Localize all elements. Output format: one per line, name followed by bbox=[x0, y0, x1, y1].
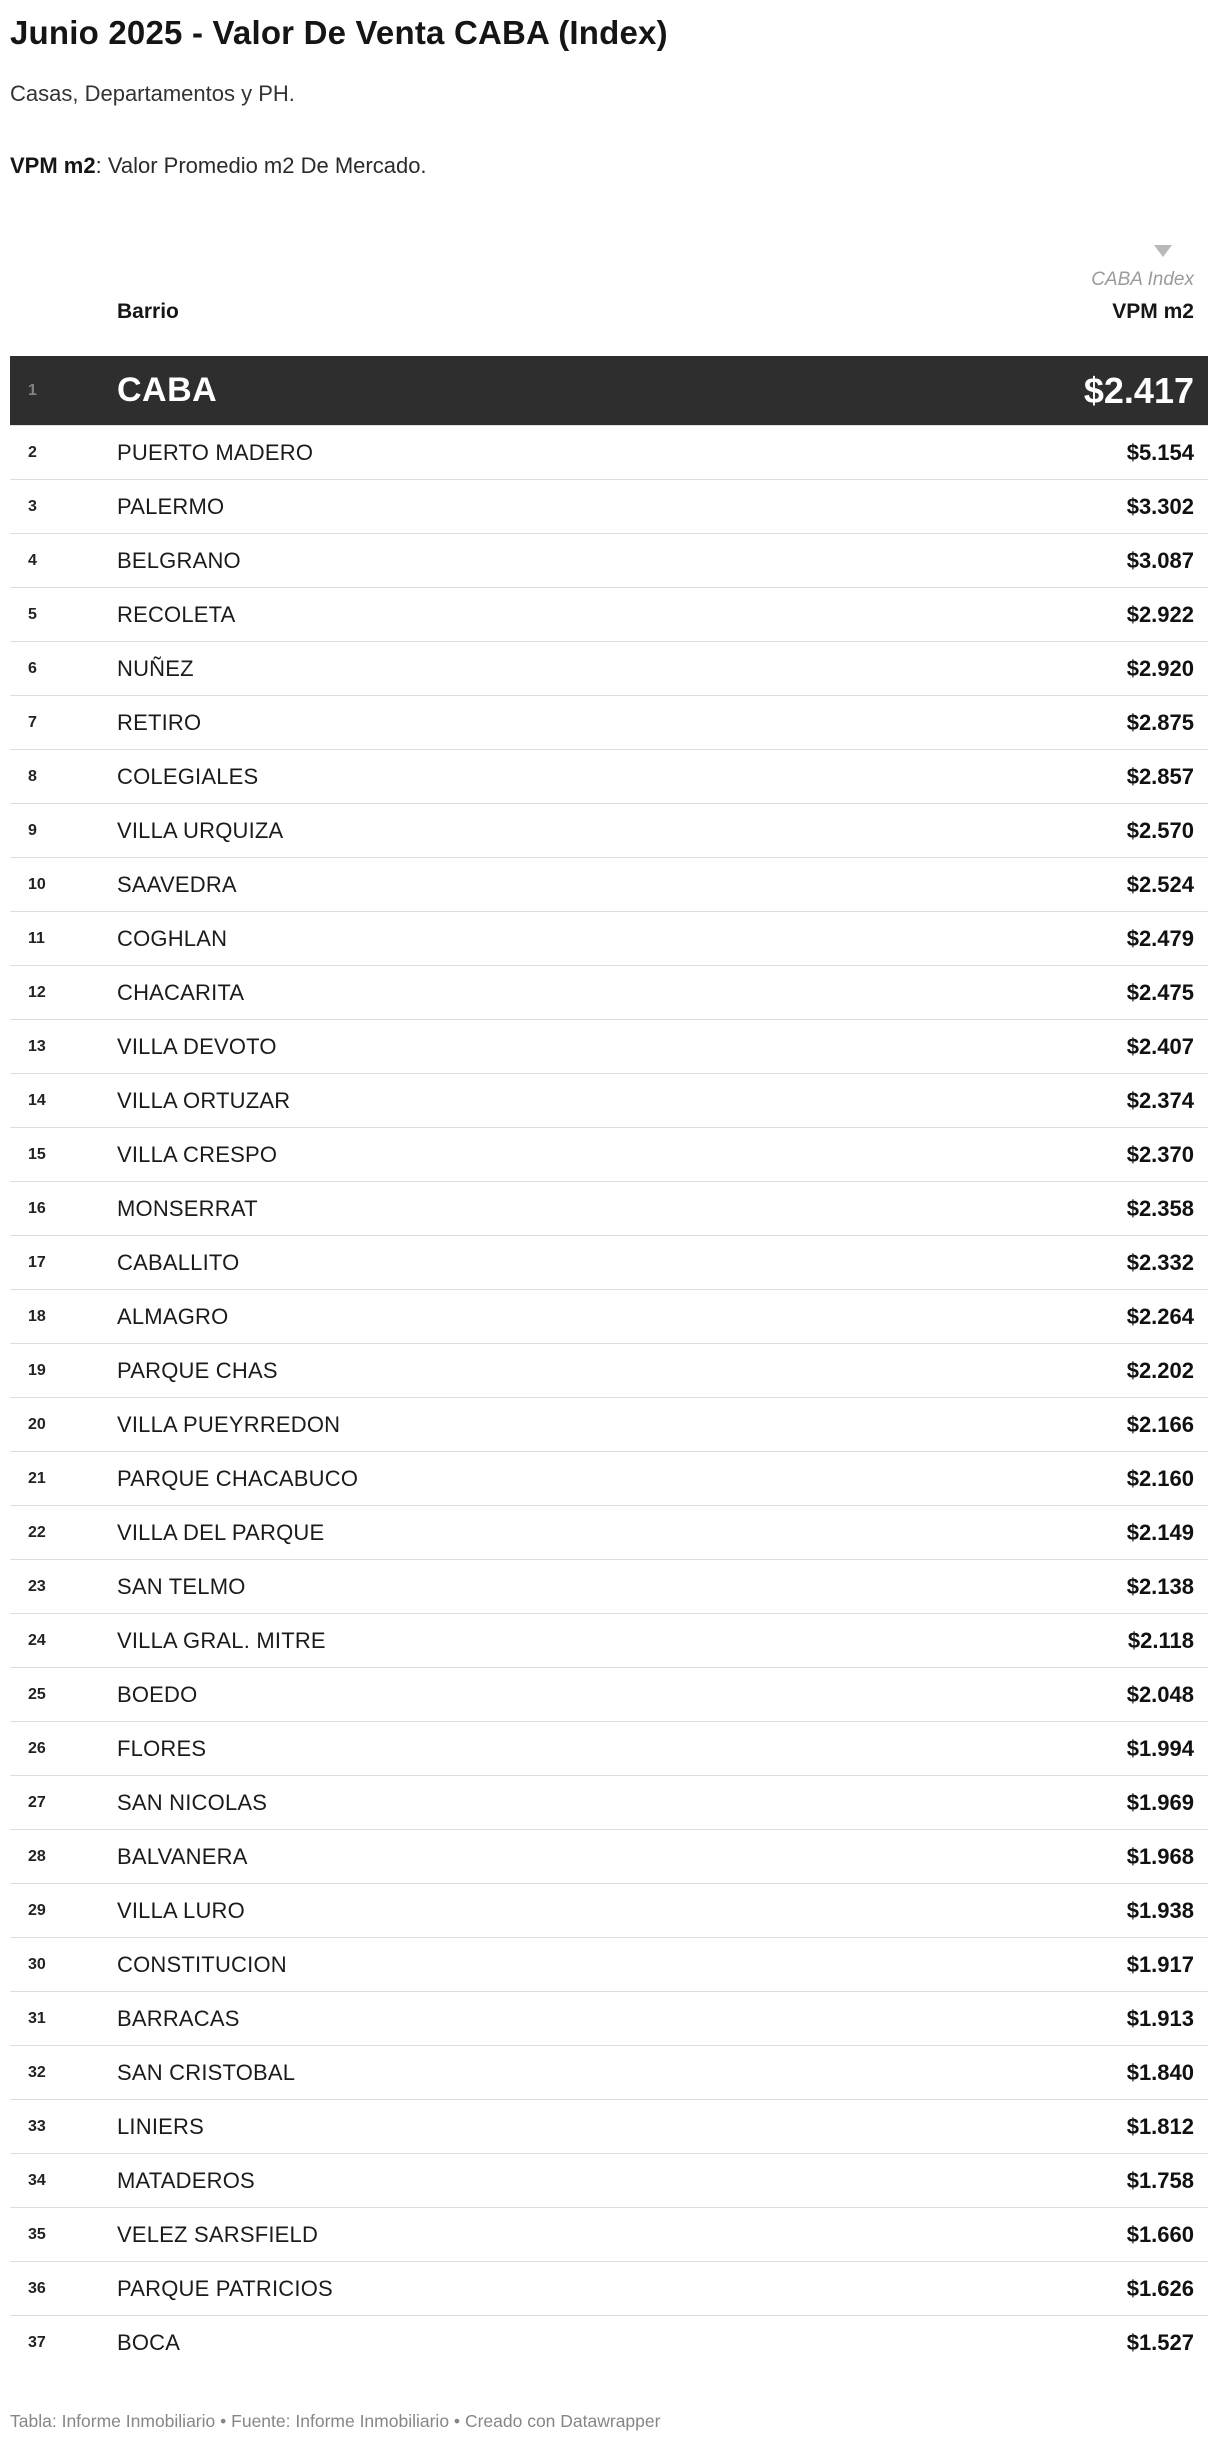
row-vpm-value: $2.332 bbox=[1126, 1249, 1194, 1275]
table-body bbox=[10, 356, 1208, 2370]
table-row bbox=[10, 356, 1208, 426]
row-barrio-name: SAN NICOLAS bbox=[117, 1789, 268, 1815]
table-row bbox=[10, 2208, 1208, 2262]
row-barrio-name: MONSERRAT bbox=[117, 1195, 258, 1221]
table-row bbox=[10, 2046, 1208, 2100]
row-vpm-value: $2.370 bbox=[1126, 1141, 1194, 1167]
table-row bbox=[10, 1128, 1208, 1182]
table-row bbox=[10, 1992, 1208, 2046]
table-credit-link[interactable]: Informe Inmobiliario bbox=[61, 2411, 216, 2431]
row-rank: 23 bbox=[28, 1577, 46, 1595]
row-barrio-name: PARQUE PATRICIOS bbox=[117, 2275, 333, 2301]
row-barrio-name: SAAVEDRA bbox=[117, 871, 237, 897]
row-barrio-name: PUERTO MADERO bbox=[117, 439, 314, 465]
table-row bbox=[10, 480, 1208, 534]
row-vpm-value: $2.524 bbox=[1126, 871, 1194, 897]
row-vpm-value: $1.994 bbox=[1126, 1735, 1194, 1761]
row-vpm-value: $1.626 bbox=[1126, 2275, 1194, 2301]
row-barrio-name: BARRACAS bbox=[117, 2005, 240, 2031]
table-row bbox=[10, 1236, 1208, 1290]
row-rank: 4 bbox=[28, 551, 37, 569]
table-row bbox=[10, 642, 1208, 696]
row-rank: 33 bbox=[28, 2117, 46, 2135]
row-rank: 21 bbox=[28, 1469, 46, 1487]
row-barrio-name: NUÑEZ bbox=[117, 655, 194, 681]
row-vpm-value: $2.118 bbox=[1127, 1627, 1194, 1653]
row-rank: 1 bbox=[28, 381, 37, 399]
row-vpm-value: $2.475 bbox=[1126, 979, 1194, 1005]
table-row bbox=[10, 1074, 1208, 1128]
column-header-barrio[interactable]: Barrio bbox=[117, 300, 179, 323]
note-text: : Valor Promedio m2 De Mercado. bbox=[95, 153, 427, 178]
table-row bbox=[10, 1452, 1208, 1506]
table-row bbox=[10, 1344, 1208, 1398]
row-rank: 19 bbox=[28, 1361, 46, 1379]
row-rank: 29 bbox=[28, 1901, 46, 1919]
row-vpm-value: $2.857 bbox=[1126, 763, 1194, 789]
row-barrio-name: LINIERS bbox=[117, 2113, 204, 2139]
row-rank: 3 bbox=[28, 497, 37, 515]
row-vpm-value: $1.968 bbox=[1126, 1843, 1194, 1869]
row-rank: 34 bbox=[28, 2171, 46, 2189]
row-barrio-name: PALERMO bbox=[117, 493, 225, 519]
row-rank: 2 bbox=[28, 443, 37, 461]
row-barrio-name: ALMAGRO bbox=[117, 1303, 229, 1329]
footer-separator: • bbox=[220, 2411, 227, 2431]
row-vpm-value: $1.527 bbox=[1126, 2330, 1194, 2355]
row-barrio-name: CHACARITA bbox=[117, 979, 245, 1005]
table-row bbox=[10, 1722, 1208, 1776]
table-row bbox=[10, 1884, 1208, 1938]
row-barrio-name: VILLA URQUIZA bbox=[117, 817, 284, 843]
sort-column-caption: CABA Index bbox=[1091, 269, 1194, 290]
row-barrio-name: COGHLAN bbox=[117, 925, 228, 951]
row-barrio-name: FLORES bbox=[117, 1735, 207, 1761]
row-rank: 22 bbox=[28, 1523, 46, 1541]
table-row bbox=[10, 696, 1208, 750]
sort-indicator-wrap bbox=[10, 244, 1208, 262]
row-rank: 36 bbox=[28, 2279, 46, 2297]
table-row bbox=[10, 2316, 1208, 2370]
table-row bbox=[10, 588, 1208, 642]
row-barrio-name: BELGRANO bbox=[117, 547, 241, 573]
row-vpm-value: $2.374 bbox=[1126, 1087, 1194, 1113]
row-vpm-value: $2.407 bbox=[1126, 1033, 1194, 1059]
row-vpm-value: $3.087 bbox=[1126, 547, 1194, 573]
table-row bbox=[10, 1398, 1208, 1452]
row-barrio-name: SAN CRISTOBAL bbox=[117, 2059, 296, 2085]
table-row bbox=[10, 2154, 1208, 2208]
row-vpm-value: $1.913 bbox=[1126, 2005, 1194, 2031]
table-row bbox=[10, 1776, 1208, 1830]
source-label: Fuente: bbox=[231, 2411, 291, 2431]
table-label: Tabla: bbox=[10, 2411, 57, 2431]
row-rank: 35 bbox=[28, 2225, 46, 2243]
subtitle: Casas, Departamentos y PH. bbox=[10, 81, 295, 106]
row-vpm-value: $2.570 bbox=[1126, 817, 1194, 843]
row-rank: 6 bbox=[28, 659, 37, 677]
row-barrio-name: RECOLETA bbox=[117, 601, 236, 627]
row-vpm-value: $1.812 bbox=[1126, 2113, 1194, 2139]
row-vpm-value: $2.202 bbox=[1126, 1357, 1194, 1383]
row-vpm-value: $2.358 bbox=[1126, 1195, 1194, 1221]
footer-separator: • bbox=[453, 2411, 461, 2431]
table-row bbox=[10, 912, 1208, 966]
table-row bbox=[10, 1938, 1208, 1992]
row-rank: 7 bbox=[28, 713, 37, 731]
row-vpm-value: $2.048 bbox=[1126, 1681, 1194, 1707]
row-barrio-name: BALVANERA bbox=[117, 1843, 248, 1869]
row-rank: 25 bbox=[28, 1685, 46, 1703]
table-header bbox=[10, 244, 1208, 326]
row-rank: 27 bbox=[28, 1793, 46, 1811]
row-vpm-value: $1.917 bbox=[1126, 1951, 1194, 1977]
row-vpm-value: $3.302 bbox=[1126, 493, 1194, 519]
table-row bbox=[10, 1560, 1208, 1614]
table-row bbox=[10, 1020, 1208, 1074]
table-row bbox=[10, 1182, 1208, 1236]
row-vpm-value: $2.138 bbox=[1126, 1573, 1194, 1599]
row-vpm-value: $2.920 bbox=[1126, 655, 1194, 681]
table-row bbox=[10, 426, 1208, 480]
row-rank: 24 bbox=[28, 1631, 46, 1649]
note-term: VPM m2 bbox=[10, 153, 96, 178]
row-vpm-value: $5.154 bbox=[1126, 439, 1194, 465]
row-vpm-value: $2.166 bbox=[1126, 1411, 1194, 1437]
table-row bbox=[10, 2100, 1208, 2154]
row-barrio-name: COLEGIALES bbox=[117, 763, 259, 789]
row-rank: 5 bbox=[28, 605, 37, 623]
row-vpm-value: $2.149 bbox=[1126, 1519, 1194, 1545]
row-barrio-name: CABA bbox=[117, 371, 218, 409]
row-vpm-value: $2.160 bbox=[1126, 1465, 1194, 1491]
row-barrio-name: CABALLITO bbox=[117, 1249, 240, 1275]
row-barrio-name: VILLA DEL PARQUE bbox=[117, 1519, 325, 1545]
row-rank: 15 bbox=[28, 1145, 46, 1163]
row-barrio-name: VILLA LURO bbox=[117, 1897, 245, 1923]
row-vpm-value: $1.938 bbox=[1126, 1897, 1194, 1923]
row-barrio-name: PARQUE CHAS bbox=[117, 1357, 278, 1383]
row-barrio-name: VILLA DEVOTO bbox=[117, 1033, 277, 1059]
table-row bbox=[10, 1614, 1208, 1668]
row-barrio-name: SAN TELMO bbox=[117, 1573, 246, 1599]
page-title: Junio 2025 - Valor De Venta CABA (Index) bbox=[10, 14, 668, 51]
table-row bbox=[10, 858, 1208, 912]
row-rank: 18 bbox=[28, 1307, 46, 1325]
column-headers bbox=[10, 298, 1208, 326]
table-row bbox=[10, 1668, 1208, 1722]
row-rank: 17 bbox=[28, 1253, 46, 1271]
row-vpm-value: $2.417 bbox=[1083, 369, 1194, 411]
row-barrio-name: PARQUE CHACABUCO bbox=[117, 1465, 359, 1491]
table-row bbox=[10, 1506, 1208, 1560]
datawrapper-credit-link[interactable]: Creado con Datawrapper bbox=[464, 2411, 661, 2431]
row-vpm-value: $2.922 bbox=[1126, 601, 1194, 627]
row-rank: 10 bbox=[28, 875, 46, 893]
row-barrio-name: BOCA bbox=[117, 2330, 181, 2355]
row-barrio-name: VELEZ SARSFIELD bbox=[117, 2221, 319, 2247]
table-row bbox=[10, 966, 1208, 1020]
row-rank: 26 bbox=[28, 1739, 46, 1757]
row-rank: 30 bbox=[28, 1955, 46, 1973]
table-row bbox=[10, 1830, 1208, 1884]
row-vpm-value: $1.758 bbox=[1126, 2167, 1194, 2193]
row-vpm-value: $1.660 bbox=[1126, 2221, 1194, 2247]
table-row bbox=[10, 750, 1208, 804]
row-barrio-name: VILLA ORTUZAR bbox=[117, 1087, 291, 1113]
row-barrio-name: BOEDO bbox=[117, 1681, 198, 1707]
row-rank: 37 bbox=[28, 2334, 46, 2351]
row-vpm-value: $1.840 bbox=[1126, 2059, 1194, 2085]
row-rank: 8 bbox=[28, 767, 37, 785]
row-rank: 28 bbox=[28, 1847, 46, 1865]
table-row bbox=[10, 2262, 1208, 2316]
row-vpm-value: $1.969 bbox=[1126, 1789, 1194, 1815]
sort-desc-triangle-icon[interactable] bbox=[1154, 245, 1172, 257]
row-vpm-value: $2.479 bbox=[1126, 925, 1194, 951]
row-rank: 31 bbox=[28, 2009, 46, 2027]
row-rank: 14 bbox=[28, 1091, 46, 1109]
column-header-rank bbox=[10, 298, 117, 326]
row-barrio-name: VILLA CRESPO bbox=[117, 1141, 278, 1167]
row-barrio-name: MATADEROS bbox=[117, 2167, 255, 2193]
row-barrio-name: VILLA GRAL. MITRE bbox=[117, 1627, 326, 1653]
row-barrio-name: VILLA PUEYRREDON bbox=[117, 1411, 341, 1437]
row-rank: 11 bbox=[28, 929, 45, 947]
row-rank: 9 bbox=[28, 821, 37, 839]
row-rank: 32 bbox=[28, 2063, 46, 2081]
table-row bbox=[10, 534, 1208, 588]
row-rank: 12 bbox=[28, 983, 46, 1001]
table-row bbox=[10, 1290, 1208, 1344]
row-rank: 16 bbox=[28, 1199, 46, 1217]
attribution-footer bbox=[10, 2410, 1208, 2432]
row-barrio-name: CONSTITUCION bbox=[117, 1951, 287, 1977]
row-vpm-value: $2.875 bbox=[1126, 709, 1194, 735]
table-row bbox=[10, 804, 1208, 858]
source-credit-link[interactable]: Informe Inmobiliario bbox=[295, 2411, 450, 2431]
column-header-vpm-m2[interactable]: VPM m2 bbox=[1112, 300, 1194, 323]
row-vpm-value: $2.264 bbox=[1126, 1303, 1194, 1329]
row-barrio-name: RETIRO bbox=[117, 709, 202, 735]
row-rank: 13 bbox=[28, 1037, 46, 1055]
row-rank: 20 bbox=[28, 1415, 46, 1433]
description-note bbox=[10, 152, 1208, 180]
